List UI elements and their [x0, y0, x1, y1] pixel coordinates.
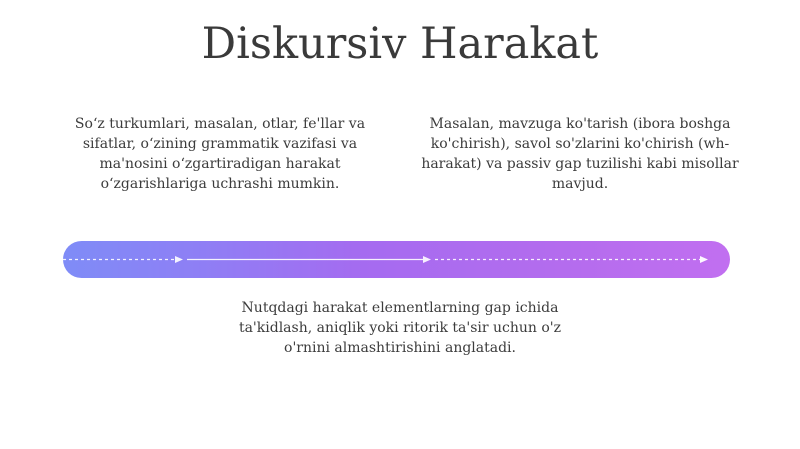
movement-bar	[63, 241, 730, 278]
arrowhead-left-icon	[175, 256, 183, 263]
slide-title: Diskursiv Harakat	[201, 19, 599, 69]
right-paragraph: Masalan, mavzuga ko'tarish (ibora boshga ko'chirish), savol so'zlarini ko'chirish (wh-harakat) va passiv gap tuzilishi kabi misollar mavjud.	[421, 116, 739, 192]
left-paragraph: So‘z turkumlari, masalan, otlar, fe'llar va sifatlar, o‘zining grammatik vazifasi va ma'nosini o‘zgartiradigan harakat o‘zgarishlariga uchrashi mumkin.	[74, 116, 366, 192]
bottom-paragraph: Nutqdagi harakat elementlarning gap ichida ta'kidlash, aniqlik yoki ritorik ta'sir uchun o'z o'rnini almashtirishini anglatadi.	[238, 300, 562, 356]
movement-arrows-graphic	[63, 241, 730, 278]
arrowhead-middle-icon	[423, 256, 431, 263]
arrowhead-right-icon	[700, 256, 708, 263]
